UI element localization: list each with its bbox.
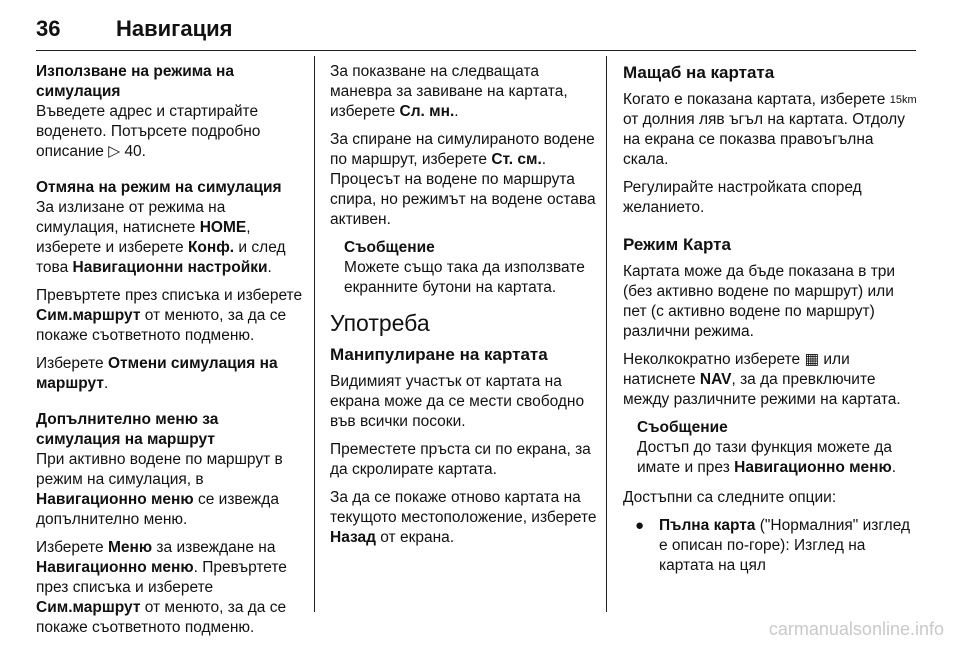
paragraph: За излизане от режима на симулация, натиснете HOME, изберете и изберете Конф. и след това Навигационни настройки. [36,199,286,276]
note-box [623,418,919,478]
chevron-right-icon: ▷ [108,143,121,160]
list-item [623,516,919,576]
section-title: Използване на режима на симулация [36,63,234,100]
paragraph: Регулирайте настройката според желанието. [623,179,862,216]
section-title: Отмяна на режим на симулация [36,179,282,196]
column-2 [330,62,600,556]
bullet-icon: ● [635,517,645,534]
note-title: Съобщение [344,239,435,256]
paragraph: Видимият участък от картата на екрана може да се мести свободно във всички посоки. [330,373,585,430]
column-divider [314,56,315,612]
paragraph: Когато е показана картата, изберете 15km от долния ляв ъгъл на картата. Отдолу на екрана се показва правоъгълна скала. [623,91,917,168]
paragraph: За показване на следващата маневра за завиване на картата, изберете Сл. мн.. [330,63,568,120]
list-item-text: Пълна карта ("Нормалния" изглед е описан по-горе): Изглед на картата на цял [659,517,911,574]
section-title: Режим Карта [623,235,731,254]
watermark: carmanualsonline.info [768,619,944,639]
map-mode-icon: ▦ [804,351,820,368]
section-title: Мащаб на картата [623,63,775,82]
paragraph: Въведете адрес и стартирайте воденето. Потърсете подробно описание ▷ 40. [36,103,261,160]
column-1 [36,62,306,646]
paragraph: Достъпни са следните опции: [623,489,837,506]
column-3 [623,62,919,576]
paragraph: Превъртете през списъка и изберете Сим.маршрут от менюто, за да се покаже съответното подменю. [36,287,303,344]
section-title: Манипулиране на картата [330,345,548,364]
paragraph: При активно водене по маршрут в режим на симулация, в Навигационно меню се извежда допълнително меню. [36,451,283,528]
map-scale-icon: 15km [889,94,917,106]
chapter-heading: Употреба [330,310,430,336]
column-divider [606,56,607,612]
paragraph: Изберете Отмени симулация на маршрут. [36,355,278,392]
paragraph: За спиране на симулираното водене по маршрут, изберете Ст. см.. Процесът на водене по маршрута спира, но режимът на водене остава активен. [330,131,596,228]
paragraph: Неколкократно изберете ▦ или натиснете NAV, за да превключите между различните режими на картата. [623,351,901,408]
paragraph: Преместете пръста си по екрана, за да скролирате картата. [330,441,591,478]
paragraph: Картата може да бъде показана в три (без активно водене по маршрут) или пет (с активно водене по маршрут) различни режима. [623,263,896,340]
paragraph: Изберете Меню за извеждане на Навигационно меню. Превъртете през списъка и изберете Сим.маршрут от менюто, за да се покаже съответното подменю. [36,539,287,636]
section-title: Допълнително меню за симулация на маршрут [36,411,219,448]
note-text: Достъп до тази функция можете да имате и през Навигационно меню. [637,439,897,476]
page-title: Навигация [116,16,233,41]
note-title: Съобщение [637,419,728,436]
paragraph: За да се покаже отново картата на текущото местоположение, изберете Назад от екрана. [330,489,597,546]
note-box [330,238,600,298]
note-text: Можете също така да използвате екранните бутони на картата. [344,259,585,296]
page-header [36,16,916,51]
page-number: 36 [36,16,61,41]
